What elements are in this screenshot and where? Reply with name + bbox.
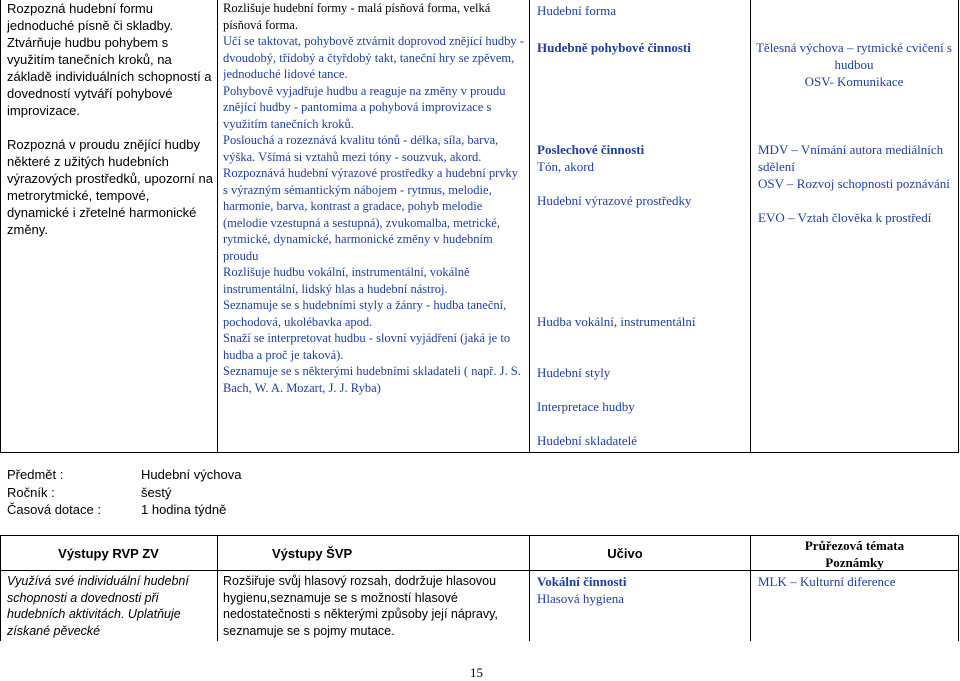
- ucivo-skladatele: Hudební skladatelé: [537, 433, 637, 448]
- svp-text: Učí se taktovat, pohybově ztvárnit doprovod znějící hudby - dvoudobý, třídobý a čtyřdobý takt, taneční hry se zpěvem, jednoduché lidové tance.: [223, 34, 524, 81]
- ucivo-ton-akord: Tón, akord: [537, 159, 595, 174]
- header-prurezova-text: Průřezová témata: [804, 538, 905, 553]
- top-col1-outputs: [7, 0, 215, 238]
- svp-text: Rozlišuje hudbu vokální, instrumentální, vokálně instrumentální, lidský hlas a hudební nástroj.: [223, 265, 470, 296]
- svp-text: Rozlišuje hudební formy - malá písňová forma, velká písňová forma.: [223, 1, 491, 32]
- prurezova-osv-rozvoj: OSV – Rozvoj schopnosti poznávání: [758, 176, 950, 191]
- row-svp: Rozšiřuje svůj hlasový rozsah, dodržuje hlasovou hygienu,seznamuje se s možností hlasové nedostatečnosti s některými způsoby její nápravy, seznamuje se s pojmy mutace.: [223, 574, 498, 638]
- header-poznamky-text: Poznámky: [825, 555, 884, 570]
- subject-label: Předmět :: [7, 467, 64, 482]
- row-prurezova-mlk: MLK – Kulturní diference: [758, 574, 896, 589]
- header-svp: Výstupy ŠVP: [272, 546, 353, 561]
- svp-text: Seznamuje se s některými hudebními skladateli ( např. J. S. Bach, W. A. Mozart, J. J. Ryba): [223, 364, 521, 395]
- page-number: 15: [470, 665, 483, 680]
- output-text: Rozpozná hudební formu jednoduché písně či skladby.: [7, 1, 173, 33]
- ucivo-vyrazove-prostredky: Hudební výrazové prostředky: [537, 193, 692, 208]
- subject-value: Hudební výchova: [141, 467, 242, 482]
- prurezova-osv-komunikace: OSV- Komunikace: [804, 74, 904, 89]
- ucivo-pohybove-cinnosti: Hudebně pohybové činnosti: [537, 40, 691, 55]
- time-label: Časová dotace :: [7, 502, 101, 517]
- top-table-line-col4-left: [750, 0, 751, 453]
- ucivo-hudebni-forma: Hudební forma: [537, 3, 617, 18]
- svp-text: Rozpoznává hudební výrazové prostředky a hudební prvky s výrazným sémantickým nábojem - rytmus, melodie, harmonie, barva, kontrast a gradace, pohyb melodie (melodie vzestupná a sestupná), zvukomalba, metrické, rytmické, dynamické, harmonické změny v hudebním proudu: [223, 166, 519, 263]
- prurezova-tv: Tělesná výchova – rytmické cvičení s hudbou: [755, 40, 952, 72]
- ucivo-interpretace: Interpretace hudby: [537, 399, 635, 414]
- row-ucivo-hygiena: Hlasová hygiena: [537, 591, 625, 606]
- top-table-line-right: [958, 0, 959, 453]
- prurezova-mdv: MDV – Vnímání autora mediálních sdělení: [758, 142, 944, 174]
- row-rvp: Využívá své individuální hudební schopnosti a dovednosti při hudebních aktivitách. Uplatňuje získané pěvecké: [7, 574, 189, 638]
- bottom-table-line-right: [958, 535, 959, 641]
- ucivo-poslechove-cinnosti: Poslechové činnosti: [537, 142, 645, 157]
- header-rvp: Výstupy RVP ZV: [58, 546, 159, 561]
- top-table-line-col2-left: [217, 0, 218, 453]
- ucivo-vokalni-instrumentalni: Hudba vokální, instrumentální: [537, 314, 696, 329]
- grade-value: šestý: [141, 485, 172, 500]
- header-prurezova: [751, 537, 958, 571]
- ucivo-hudebni-styly: Hudební styly: [537, 365, 611, 380]
- header-ucivo: Učivo: [607, 546, 643, 561]
- top-table-line-col3-left: [529, 0, 530, 453]
- svp-text: Poslouchá a rozeznává kvalitu tónů - délka, síla, barva, výška. Všímá si vztahů mezi tóny - souzvuk, akord.: [223, 133, 499, 164]
- bottom-table-line-col2-left: [217, 535, 218, 641]
- top-table-line-col1-left: [0, 0, 1, 453]
- output-text: Ztvárňuje hudbu pohybem s využitím tanečních kroků, na základě individuálních schopností a dovedností vytváří pohybové improvizace.: [7, 35, 212, 118]
- row-ucivo-vokalni: Vokální činnosti: [537, 574, 627, 589]
- top-table-line-bottom: [0, 452, 959, 453]
- prurezova-evo: EVO – Vztah člověka k prostředí: [758, 210, 932, 225]
- bottom-table-line-top: [0, 535, 959, 536]
- svp-text: Snaží se interpretovat hudbu - slovní vyjádření (jaká je to hudba a proč je taková).: [223, 331, 511, 362]
- grade-label: Ročník :: [7, 485, 55, 500]
- time-value: 1 hodina týdně: [141, 502, 227, 517]
- svp-text: Seznamuje se s hudebními styly a žánry - hudba taneční, pochodová, ukolébavka apod.: [223, 298, 507, 329]
- top-col2-svp-outputs: [223, 0, 526, 396]
- output-text: Rozpozná v proudu znějící hudby některé z užitých hudebních výrazových prostředků, upozorní na metrorytmické, tempové, dynamické i zřetelné harmonické změny.: [7, 137, 213, 237]
- svp-text: Pohybově vyjadřuje hudbu a reaguje na změny v proudu znějící hudby - pantomima a pohybová improvizace s využitím tanečních kroků.: [223, 83, 506, 131]
